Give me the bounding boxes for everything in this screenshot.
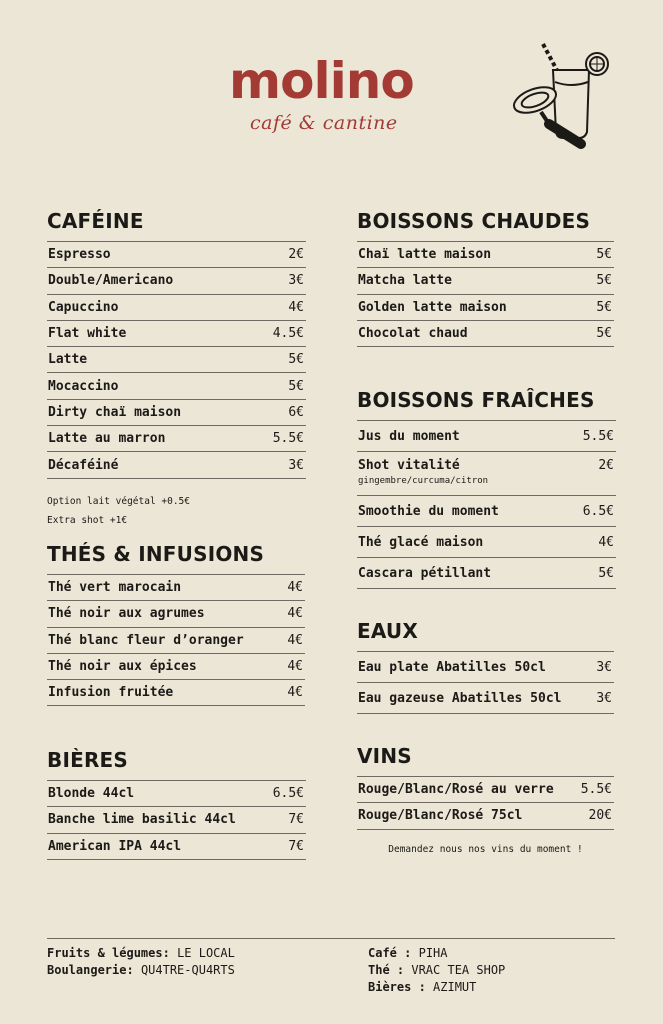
menu-item: Blonde 44cl 6.5€ bbox=[47, 781, 306, 807]
footer-divider bbox=[47, 938, 615, 939]
menu-item: Thé noir aux agrumes 4€ bbox=[47, 601, 305, 627]
menu-item: Infusion fruitée 4€ bbox=[47, 680, 305, 706]
menu-item: Rouge/Blanc/Rosé au verre 5.5€ bbox=[357, 777, 614, 803]
section-title: VINS bbox=[357, 744, 412, 768]
section-title: BOISSONS FRAÎCHES bbox=[357, 388, 595, 412]
supplier-line: Thé : VRAC TEA SHOP bbox=[368, 963, 506, 977]
section-boissons-chaudes bbox=[357, 211, 614, 347]
menu-item: Latte au marron 5.5€ bbox=[47, 426, 306, 452]
section-title: CAFÉINE bbox=[47, 209, 144, 233]
section-boissons-fraiches bbox=[357, 390, 616, 589]
supplier-line: Café : PIHA bbox=[368, 946, 448, 960]
menu-item: Golden latte maison 5€ bbox=[357, 295, 614, 321]
menu-item: Rouge/Blanc/Rosé 75cl 20€ bbox=[357, 803, 614, 829]
menu-item: Chaï latte maison 5€ bbox=[357, 242, 614, 268]
note-line: Option lait végétal +0.5€ bbox=[47, 495, 190, 507]
section-cafeine bbox=[47, 211, 306, 530]
section-thes bbox=[47, 544, 305, 706]
section-title: THÉS & INFUSIONS bbox=[47, 542, 265, 566]
supplier-line: Bières : AZIMUT bbox=[368, 980, 477, 994]
supplier-line: Boulangerie: QU4TRE-QU4RTS bbox=[47, 963, 235, 977]
menu-item: Smoothie du moment 6.5€ bbox=[357, 496, 616, 527]
menu-item: Banche lime basilic 44cl 7€ bbox=[47, 807, 306, 833]
section-eaux bbox=[357, 621, 614, 714]
section-vins bbox=[357, 746, 614, 855]
menu-item: Thé glacé maison 4€ bbox=[357, 527, 616, 558]
menu-item: Shot vitalité gingembre/curcuma/citron 2€ bbox=[357, 452, 616, 496]
footer-suppliers-left bbox=[47, 945, 235, 979]
menu-item: Thé noir aux épices 4€ bbox=[47, 654, 305, 680]
menu-item: Décaféiné 3€ bbox=[47, 452, 306, 478]
section-title: BOISSONS CHAUDES bbox=[357, 209, 591, 233]
menu-item: Latte 5€ bbox=[47, 347, 306, 373]
menu-item: American IPA 44cl 7€ bbox=[47, 834, 306, 860]
menu-notes bbox=[47, 492, 306, 530]
section-title: EAUX bbox=[357, 619, 418, 643]
menu-item: Jus du moment 5.5€ bbox=[357, 421, 616, 452]
item-subtitle: gingembre/curcuma/citron bbox=[358, 476, 489, 486]
wine-note: Demandez nous nos vins du moment ! bbox=[388, 843, 583, 855]
menu-item: Cascara pétillant 5€ bbox=[357, 558, 616, 589]
menu-item: Capuccino 4€ bbox=[47, 295, 306, 321]
coffee-illustration-icon bbox=[505, 42, 625, 162]
menu-item: Espresso 2€ bbox=[47, 242, 306, 268]
menu-item: Matcha latte 5€ bbox=[357, 268, 614, 294]
menu-item: Thé vert marocain 4€ bbox=[47, 575, 305, 601]
menu-item: Chocolat chaud 5€ bbox=[357, 321, 614, 347]
section-bieres bbox=[47, 750, 306, 860]
menu-item: Dirty chaï maison 6€ bbox=[47, 400, 306, 426]
footer-suppliers-right bbox=[368, 945, 505, 996]
supplier-line: Fruits & légumes: LE LOCAL bbox=[47, 946, 235, 960]
menu-item: Eau plate Abatilles 50cl 3€ bbox=[357, 652, 614, 683]
note-line: Extra shot +1€ bbox=[47, 514, 128, 526]
section-title: BIÈRES bbox=[47, 748, 129, 772]
menu-item: Mocaccino 5€ bbox=[47, 373, 306, 399]
menu-item: Flat white 4.5€ bbox=[47, 321, 306, 347]
menu-item: Thé blanc fleur d’oranger 4€ bbox=[47, 628, 305, 654]
brand-tagline: café & cantine bbox=[250, 112, 398, 134]
menu-header bbox=[0, 52, 663, 162]
brand-logo: molino bbox=[229, 52, 414, 110]
menu-item: Eau gazeuse Abatilles 50cl 3€ bbox=[357, 683, 614, 714]
menu-item: Double/Americano 3€ bbox=[47, 268, 306, 294]
